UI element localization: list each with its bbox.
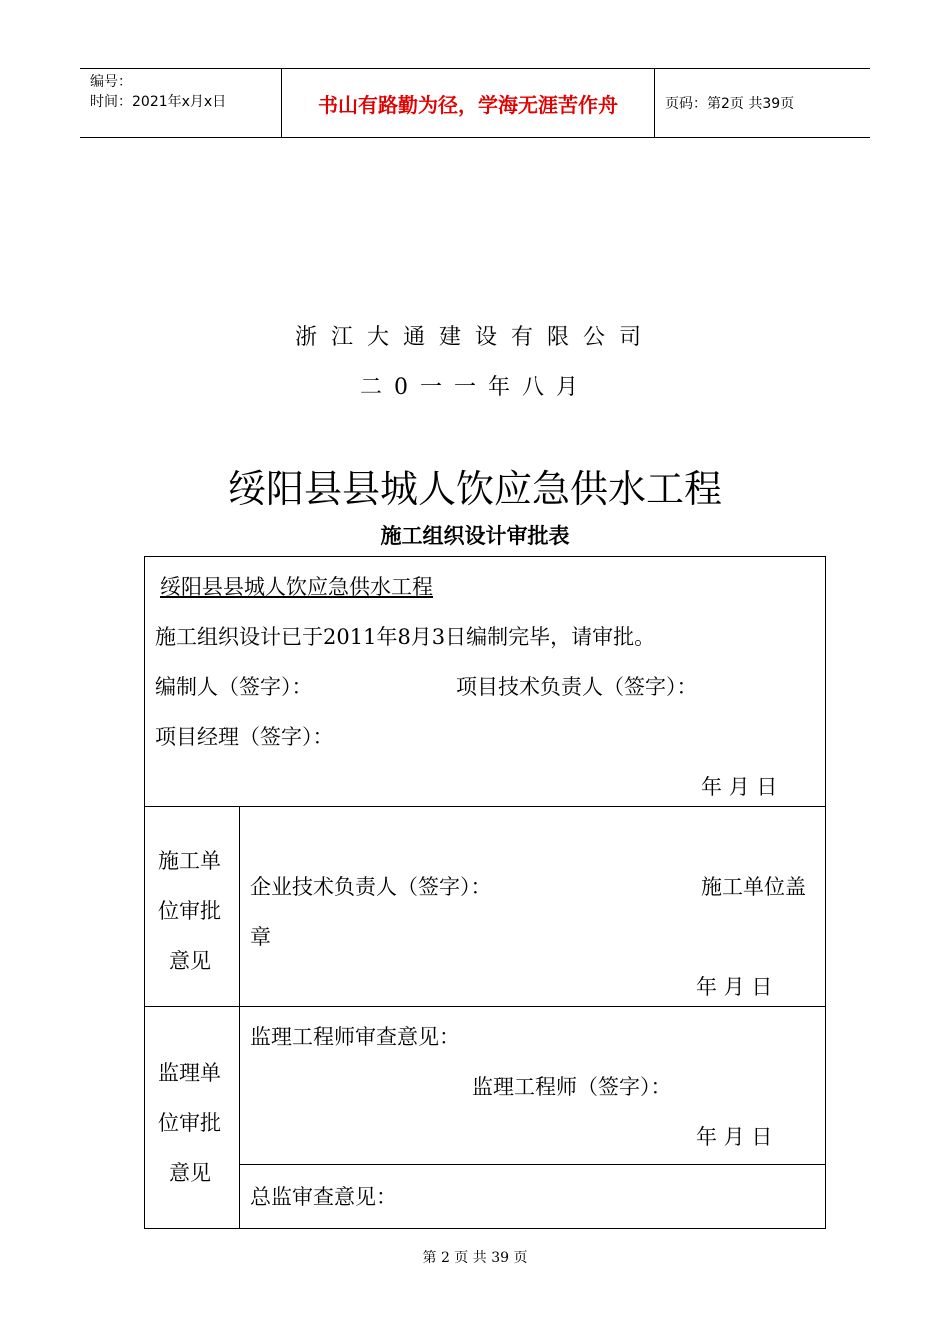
construction-label-line1: 施工单 bbox=[158, 849, 221, 873]
approval-form bbox=[144, 556, 826, 1229]
construction-seal-label-cont: 章 bbox=[250, 925, 271, 949]
date-row2: 年 月 日 bbox=[696, 975, 773, 999]
header-page-info: 页码：第2页 共39页 bbox=[665, 96, 795, 112]
construction-label-line3: 意见 bbox=[169, 949, 211, 973]
enterprise-tech-lead-signature: 企业技术负责人（签字）： bbox=[250, 875, 492, 899]
divider-row1 bbox=[145, 806, 825, 807]
header-meta bbox=[80, 69, 280, 137]
construction-label-line2: 位审批 bbox=[158, 899, 221, 923]
date-row3: 年 月 日 bbox=[696, 1125, 773, 1149]
date-row1: 年 月 日 bbox=[701, 775, 778, 799]
supervisor-signature: 监理工程师（签字）： bbox=[472, 1075, 672, 1099]
number-label: 编号： bbox=[90, 74, 132, 90]
supervision-label-line1: 监理单 bbox=[158, 1061, 221, 1085]
header-motto: 书山有路勤为径，学海无涯苦作舟 bbox=[281, 69, 655, 137]
chief-review-label: 总监审查意见： bbox=[250, 1185, 397, 1209]
supervision-label-line3: 意见 bbox=[169, 1161, 211, 1185]
tech-lead-signature: 项目技术负责人（签字）： bbox=[456, 675, 698, 699]
page-footer: 第 2 页 共 39 页 bbox=[422, 1250, 528, 1266]
divider-chief-review bbox=[239, 1164, 825, 1165]
completion-statement: 施工组织设计已于2011年8月3日编制完毕，请审批。 bbox=[155, 625, 656, 649]
construction-seal-label: 施工单位盖 bbox=[701, 875, 806, 899]
supervision-label-line2: 位审批 bbox=[158, 1111, 221, 1135]
form-title: 施工组织设计审批表 bbox=[380, 524, 570, 548]
time-label: 时间：2021年x月x日 bbox=[90, 94, 227, 110]
supervisor-review-label: 监理工程师审查意见： bbox=[250, 1025, 460, 1049]
page-header bbox=[80, 68, 870, 138]
manager-signature: 项目经理（签字）： bbox=[155, 725, 334, 749]
project-name: 绥阳县县城人饮应急供水工程 bbox=[160, 575, 433, 599]
document-title: 绥阳县县城人饮应急供水工程 bbox=[227, 467, 722, 511]
company-name: 浙江大通建设有限公司 bbox=[294, 325, 655, 350]
compiler-signature: 编制人（签字）： bbox=[155, 675, 313, 699]
document-date: 二0一一年八月 bbox=[360, 375, 590, 400]
divider-row2 bbox=[145, 1006, 825, 1007]
